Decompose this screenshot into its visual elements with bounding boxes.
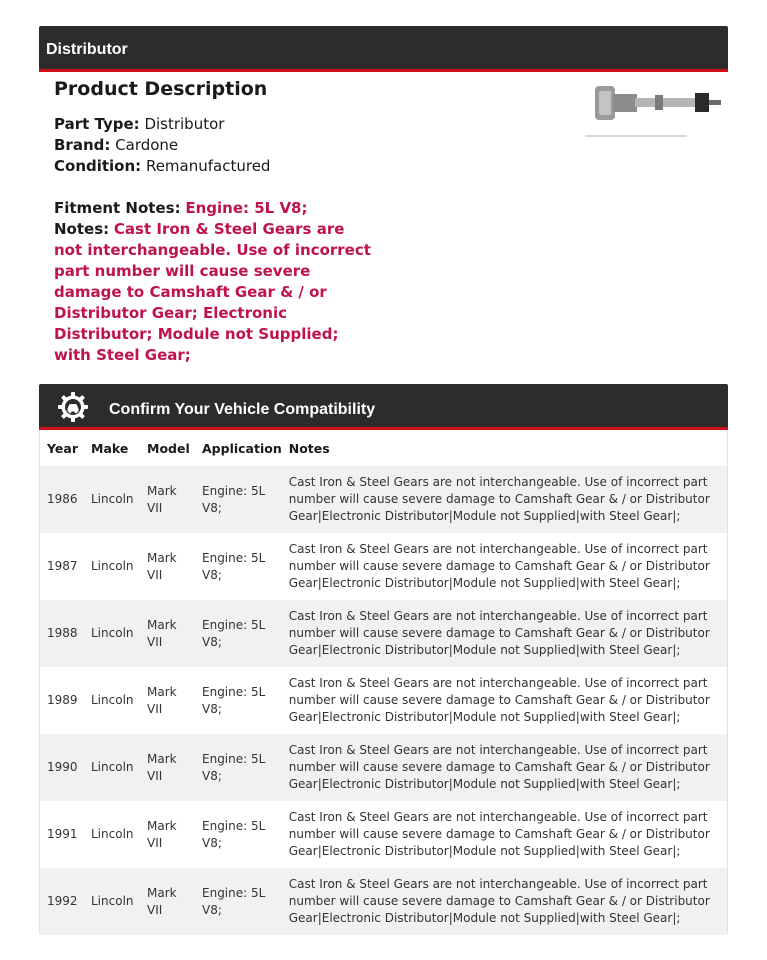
cell-notes: Cast Iron & Steel Gears are not interchangeable. Use of incorrect part number will cause severe damage to Camshaft Gear & / or Distributor Gear|Electronic Distributor|Module not Supplied|with Steel Gear|; xyxy=(288,877,710,925)
brand-row xyxy=(54,135,374,156)
title-bar xyxy=(39,26,728,72)
part-type-row xyxy=(54,114,374,135)
cell-application: Engine: 5L V8; xyxy=(202,550,266,582)
condition-label: Condition: xyxy=(54,157,142,175)
column-header-year: Year xyxy=(47,440,78,456)
cell-model: Mark VII xyxy=(147,885,177,917)
part-type-label: Part Type: xyxy=(54,115,140,133)
cell-notes: Cast Iron & Steel Gears are not interchangeable. Use of incorrect part number will cause severe damage to Camshaft Gear & / or Distributor Gear|Electronic Distributor|Module not Supplied|with Steel Gear|; xyxy=(288,542,710,590)
brand-label: Brand: xyxy=(54,136,111,154)
cell-year: 1987 xyxy=(47,559,78,573)
brand-value: Cardone xyxy=(115,136,179,154)
compatibility-title: Confirm Your Vehicle Compatibility xyxy=(109,401,376,418)
cell-year: 1992 xyxy=(47,894,78,908)
table-row xyxy=(40,466,727,533)
part-type-value: Distributor xyxy=(144,115,225,133)
product-description xyxy=(54,76,374,366)
cell-year: 1990 xyxy=(47,760,78,774)
column-header-notes: Notes xyxy=(288,440,330,456)
fitment-label: Fitment Notes: xyxy=(54,199,181,217)
table-header-row xyxy=(40,430,727,466)
cell-make: Lincoln xyxy=(91,827,134,841)
cell-year: 1991 xyxy=(47,827,78,841)
notes-row xyxy=(54,219,374,366)
cell-make: Lincoln xyxy=(91,492,134,506)
fitment-value: Engine: 5L V8; xyxy=(185,199,308,217)
cell-year: 1988 xyxy=(47,626,78,640)
fitment-row xyxy=(54,198,374,219)
cell-model: Mark VII xyxy=(147,684,177,716)
notes-value: Cast Iron & Steel Gears are not interchangeable. Use of incorrect part number will cause severe damage to Camshaft Gear & / or Distributor Gear; Electronic Distributor; Module not Supplied; with Steel Gear; xyxy=(54,220,371,364)
cell-year: 1986 xyxy=(47,492,78,506)
compatibility-table-container xyxy=(39,430,728,934)
cell-notes: Cast Iron & Steel Gears are not interchangeable. Use of incorrect part number will cause severe damage to Camshaft Gear & / or Distributor Gear|Electronic Distributor|Module not Supplied|with Steel Gear|; xyxy=(288,609,710,657)
table-row xyxy=(40,801,727,868)
table-row xyxy=(40,667,727,734)
table-row xyxy=(40,868,727,935)
table-row xyxy=(40,533,727,600)
cell-model: Mark VII xyxy=(147,751,177,783)
cell-model: Mark VII xyxy=(147,550,177,582)
product-description-heading: Product Description xyxy=(54,78,268,100)
cell-make: Lincoln xyxy=(91,693,134,707)
cell-make: Lincoln xyxy=(91,626,134,640)
cell-make: Lincoln xyxy=(91,894,134,908)
condition-row xyxy=(54,156,374,177)
cell-make: Lincoln xyxy=(91,559,134,573)
compatibility-header xyxy=(39,384,728,430)
cell-year: 1989 xyxy=(47,693,78,707)
condition-value: Remanufactured xyxy=(145,157,271,175)
cell-application: Engine: 5L V8; xyxy=(202,483,266,515)
cell-notes: Cast Iron & Steel Gears are not interchangeable. Use of incorrect part number will cause severe damage to Camshaft Gear & / or Distributor Gear|Electronic Distributor|Module not Supplied|with Steel Gear|; xyxy=(288,743,710,791)
column-header-application: Application xyxy=(202,440,282,456)
cell-application: Engine: 5L V8; xyxy=(202,818,266,850)
table-row xyxy=(40,734,727,801)
column-header-model: Model xyxy=(147,440,190,456)
cell-application: Engine: 5L V8; xyxy=(202,684,266,716)
page-title: Distributor xyxy=(46,41,128,58)
cell-model: Mark VII xyxy=(147,483,177,515)
gear-car-icon xyxy=(57,391,89,423)
cell-make: Lincoln xyxy=(91,760,134,774)
cell-application: Engine: 5L V8; xyxy=(202,751,266,783)
cell-notes: Cast Iron & Steel Gears are not interchangeable. Use of incorrect part number will cause severe damage to Camshaft Gear & / or Distributor Gear|Electronic Distributor|Module not Supplied|with Steel Gear|; xyxy=(288,676,710,724)
cell-application: Engine: 5L V8; xyxy=(202,617,266,649)
cell-notes: Cast Iron & Steel Gears are not interchangeable. Use of incorrect part number will cause severe damage to Camshaft Gear & / or Distributor Gear|Electronic Distributor|Module not Supplied|with Steel Gear|; xyxy=(288,810,710,858)
cell-model: Mark VII xyxy=(147,818,177,850)
compatibility-table xyxy=(40,430,727,935)
cell-notes: Cast Iron & Steel Gears are not interchangeable. Use of incorrect part number will cause severe damage to Camshaft Gear & / or Distributor Gear|Electronic Distributor|Module not Supplied|with Steel Gear|; xyxy=(288,475,710,523)
cell-model: Mark VII xyxy=(147,617,177,649)
cell-application: Engine: 5L V8; xyxy=(202,885,266,917)
column-header-make: Make xyxy=(91,440,129,456)
distributor-product-image xyxy=(583,82,727,140)
table-row xyxy=(40,600,727,667)
notes-label: Notes: xyxy=(54,220,110,238)
